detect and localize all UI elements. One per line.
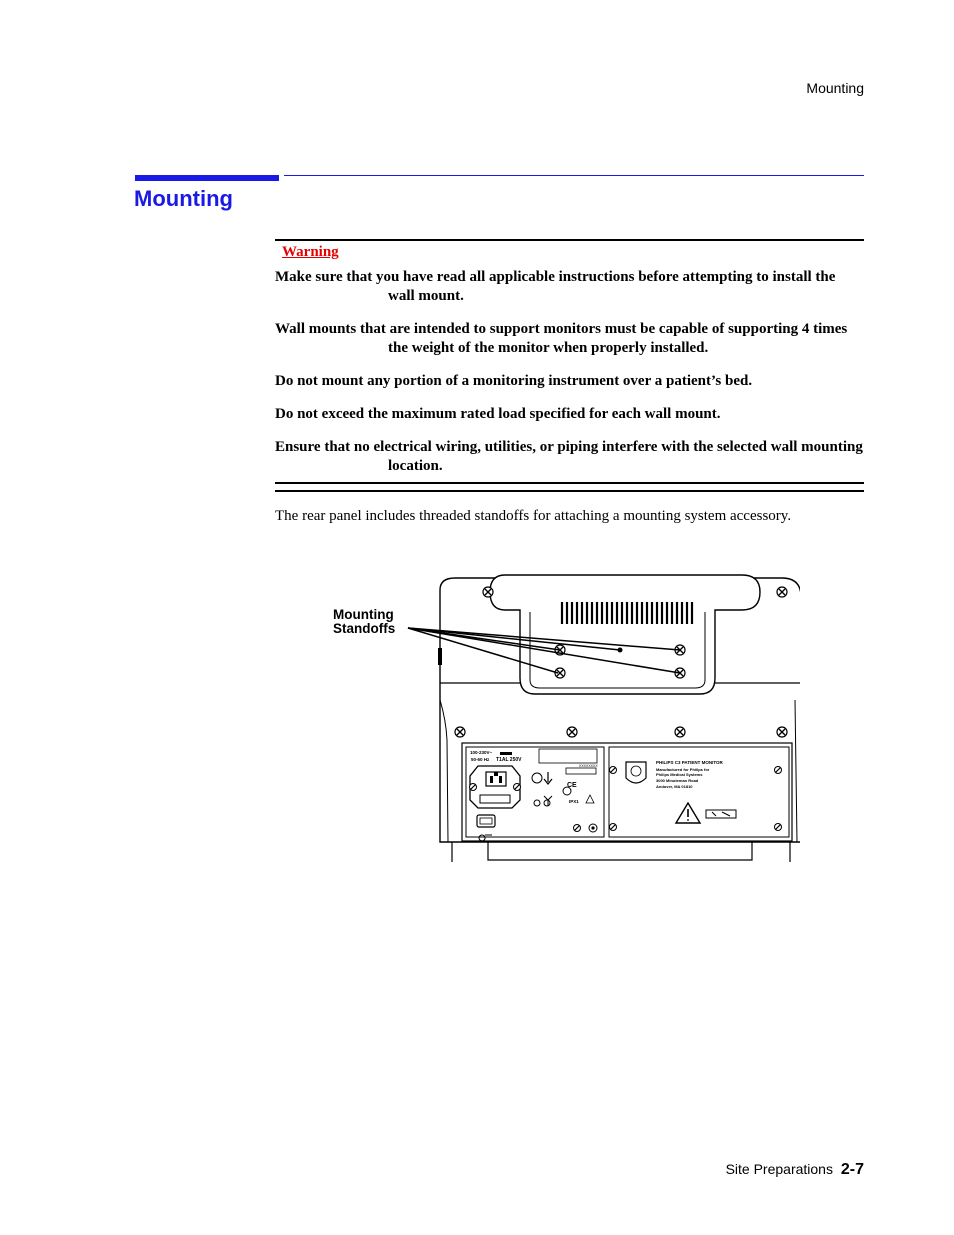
warning-item: Make sure that you have read all applicable instructions before attempting to install the wall mount. [275, 269, 836, 304]
fuse-rating: T1AL 250V [496, 757, 522, 763]
warning-list [275, 268, 864, 476]
callout-line-1: Mounting [333, 607, 394, 622]
product-label-line-2: Manufactured for Philips for [656, 767, 710, 772]
warning-item: Wall mounts that are intended to support monitors must be capable of supporting 4 times the weight of the monitor when properly installed. [275, 321, 848, 356]
housing-screw-icon [777, 727, 787, 737]
product-label-line-4: 3000 Minuteman Road [656, 778, 699, 783]
warning-box [275, 239, 864, 492]
housing-screw-icon [777, 587, 787, 597]
product-label-line-1: PHILIPS C3 PATIENT MONITOR [656, 760, 723, 765]
footer-section-name: Site Preparations [725, 1161, 833, 1177]
warning-bottom-rule [275, 482, 864, 492]
ipx-rating: IPX1 [569, 799, 579, 804]
housing-screw-icon [483, 587, 493, 597]
section-title: Mounting [134, 186, 233, 211]
ce-mark: CE [567, 782, 577, 789]
warning-label: Warning [282, 244, 339, 260]
svg-text:XXXXXXXX: XXXXXXXX [579, 764, 598, 768]
body-paragraph: The rear panel includes threaded standoffs for attaching a mounting system accessory. [275, 508, 792, 524]
voltage-rating: 100-230V~ [470, 750, 493, 755]
vent-grille-icon [562, 602, 692, 624]
warning-item: Ensure that no electrical wiring, utilities, or piping interfere with the selected wall mounting location. [275, 439, 863, 474]
running-head: Mounting [806, 80, 864, 96]
product-label-line-3: Philips Medical Systems [656, 772, 703, 777]
warning-item: Do not mount any portion of a monitoring instrument over a patient’s bed. [275, 373, 753, 389]
footer-page-number: 2-7 [840, 1161, 864, 1178]
warning-top-rule [275, 239, 864, 241]
housing-screw-icon [675, 727, 685, 737]
warning-item: Do not exceed the maximum rated load specified for each wall mount. [275, 406, 721, 422]
housing-screw-icon [567, 727, 577, 737]
callout-line-2: Standoffs [333, 621, 396, 636]
section-rule-thick [135, 175, 279, 181]
monitor-rear-illustration [330, 570, 800, 870]
section-rule-thin [284, 175, 864, 176]
product-label-line-5: Andover, MA 01810 [656, 784, 693, 789]
page-footer [726, 1161, 864, 1179]
housing-screw-icon [455, 727, 465, 737]
frequency-rating: 50-60 Hz [471, 757, 490, 762]
